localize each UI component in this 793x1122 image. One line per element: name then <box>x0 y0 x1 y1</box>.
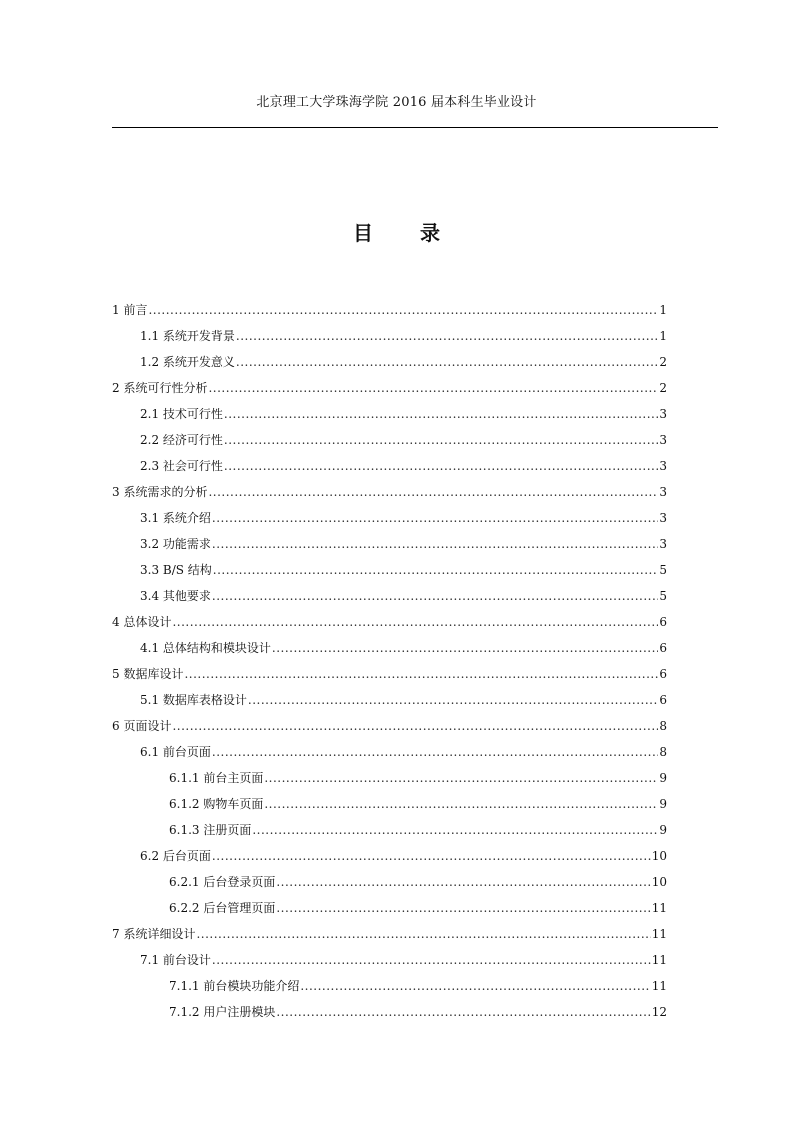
toc-entry-label: 7.1.2 用户注册模块 <box>169 1005 276 1019</box>
toc-dot-leader <box>264 791 658 817</box>
toc-entry[interactable] <box>112 661 667 687</box>
toc-entry[interactable] <box>112 739 667 765</box>
toc-dot-leader <box>212 739 658 765</box>
toc-entry-page-number: 10 <box>651 849 667 863</box>
toc-entry[interactable] <box>112 479 667 505</box>
toc-entry-label: 3.1 系统介绍 <box>140 511 211 525</box>
toc-entry-page-number: 11 <box>651 979 667 993</box>
toc-entry-page-number: 5 <box>659 589 667 603</box>
toc-entry-page-number: 3 <box>659 459 667 473</box>
toc-entry-label: 7.1.1 前台模块功能介绍 <box>169 979 300 993</box>
toc-entry[interactable] <box>112 713 667 739</box>
toc-dot-leader <box>276 895 650 921</box>
toc-dot-leader <box>212 583 658 609</box>
toc-entry[interactable] <box>112 765 667 791</box>
toc-entry[interactable] <box>112 687 667 713</box>
toc-entry-label: 6.1.1 前台主页面 <box>169 771 264 785</box>
toc-dot-leader <box>212 531 658 557</box>
toc-entry-page-number: 2 <box>659 355 667 369</box>
toc-entry[interactable] <box>112 453 667 479</box>
toc-dot-leader <box>248 687 658 713</box>
toc-dot-leader <box>224 453 658 479</box>
toc-entry-page-number: 2 <box>659 381 667 395</box>
toc-dot-leader <box>148 297 658 323</box>
toc-dot-leader <box>172 609 658 635</box>
toc-dot-leader <box>172 713 658 739</box>
toc-dot-leader <box>300 973 650 999</box>
toc-entry-label: 2 系统可行性分析 <box>112 381 208 395</box>
toc-entry-page-number: 10 <box>651 875 667 889</box>
toc-dot-leader <box>272 635 658 661</box>
toc-entry-label: 4.1 总体结构和模块设计 <box>140 641 271 655</box>
toc-entry-label: 6 页面设计 <box>112 719 172 733</box>
toc-dot-leader <box>252 817 658 843</box>
toc-dot-leader <box>212 843 651 869</box>
toc-entry-page-number: 6 <box>659 667 667 681</box>
table-of-contents <box>112 297 667 1025</box>
toc-entry[interactable] <box>112 921 667 947</box>
toc-entry-label: 3.4 其他要求 <box>140 589 211 603</box>
toc-entry-label: 6.1.3 注册页面 <box>169 823 252 837</box>
toc-dot-leader <box>212 947 651 973</box>
toc-entry[interactable] <box>112 635 667 661</box>
toc-entry-label: 7.1 前台设计 <box>140 953 211 967</box>
toc-entry[interactable] <box>112 557 667 583</box>
toc-dot-leader <box>224 401 658 427</box>
toc-entry[interactable] <box>112 947 667 973</box>
toc-entry-label: 6.1.2 购物车页面 <box>169 797 264 811</box>
toc-entry-page-number: 1 <box>659 303 667 317</box>
header-divider <box>112 127 718 128</box>
toc-entry-page-number: 8 <box>659 719 667 733</box>
toc-entry-label: 7 系统详细设计 <box>112 927 196 941</box>
toc-entry[interactable] <box>112 349 667 375</box>
toc-entry-label: 6.2.1 后台登录页面 <box>169 875 276 889</box>
toc-entry-page-number: 12 <box>651 1005 667 1019</box>
toc-dot-leader <box>208 375 658 401</box>
toc-entry-label: 3.3 B/S 结构 <box>140 563 212 577</box>
toc-entry-label: 2.3 社会可行性 <box>140 459 223 473</box>
toc-entry-page-number: 9 <box>659 823 667 837</box>
toc-entry-page-number: 11 <box>651 927 667 941</box>
toc-entry-page-number: 11 <box>651 901 667 915</box>
toc-entry-label: 2.1 技术可行性 <box>140 407 223 421</box>
toc-dot-leader <box>208 479 658 505</box>
toc-dot-leader <box>236 349 658 375</box>
toc-entry[interactable] <box>112 427 667 453</box>
toc-entry[interactable] <box>112 609 667 635</box>
toc-entry-page-number: 1 <box>659 329 667 343</box>
toc-entry[interactable] <box>112 505 667 531</box>
toc-dot-leader <box>264 765 658 791</box>
toc-entry[interactable] <box>112 583 667 609</box>
toc-entry-page-number: 3 <box>659 537 667 551</box>
toc-entry-page-number: 3 <box>659 485 667 499</box>
toc-entry[interactable] <box>112 843 667 869</box>
toc-entry-page-number: 11 <box>651 953 667 967</box>
toc-entry-label: 1 前言 <box>112 303 148 317</box>
toc-entry-page-number: 9 <box>659 797 667 811</box>
toc-dot-leader <box>213 557 659 583</box>
toc-entry[interactable] <box>112 999 667 1025</box>
toc-entry[interactable] <box>112 375 667 401</box>
page-header-title: 北京理工大学珠海学院 2016 届本科生毕业设计 <box>256 95 537 110</box>
toc-dot-leader <box>196 921 650 947</box>
toc-entry-label: 3.2 功能需求 <box>140 537 211 551</box>
toc-entry-page-number: 3 <box>659 433 667 447</box>
toc-dot-leader <box>276 999 650 1025</box>
toc-entry-page-number: 6 <box>659 615 667 629</box>
toc-entry[interactable] <box>112 323 667 349</box>
toc-entry-label: 2.2 经济可行性 <box>140 433 223 447</box>
toc-entry[interactable] <box>112 895 667 921</box>
toc-dot-leader <box>224 427 658 453</box>
toc-entry-label: 5 数据库设计 <box>112 667 184 681</box>
toc-entry[interactable] <box>112 531 667 557</box>
toc-entry-page-number: 3 <box>659 511 667 525</box>
toc-entry-label: 3 系统需求的分析 <box>112 485 208 499</box>
toc-entry-label: 4 总体设计 <box>112 615 172 629</box>
toc-entry-label: 6.2.2 后台管理页面 <box>169 901 276 915</box>
toc-entry[interactable] <box>112 817 667 843</box>
toc-entry-label: 1.2 系统开发意义 <box>140 355 235 369</box>
toc-heading: 目 录 <box>353 221 460 245</box>
toc-entry[interactable] <box>112 973 667 999</box>
toc-entry[interactable] <box>112 869 667 895</box>
toc-entry-page-number: 6 <box>659 641 667 655</box>
toc-entry-page-number: 9 <box>659 771 667 785</box>
toc-entry[interactable] <box>112 401 667 427</box>
toc-dot-leader <box>212 505 658 531</box>
toc-entry-page-number: 6 <box>659 693 667 707</box>
toc-entry-label: 6.1 前台页面 <box>140 745 211 759</box>
toc-entry-page-number: 3 <box>659 407 667 421</box>
toc-entry[interactable] <box>112 791 667 817</box>
toc-dot-leader <box>276 869 650 895</box>
toc-entry-page-number: 8 <box>659 745 667 759</box>
toc-dot-leader <box>236 323 658 349</box>
toc-entry-label: 6.2 后台页面 <box>140 849 211 863</box>
toc-entry-label: 1.1 系统开发背景 <box>140 329 235 343</box>
toc-entry-label: 5.1 数据库表格设计 <box>140 693 247 707</box>
toc-entry[interactable] <box>112 297 667 323</box>
toc-dot-leader <box>184 661 658 687</box>
toc-entry-page-number: 5 <box>659 563 667 577</box>
